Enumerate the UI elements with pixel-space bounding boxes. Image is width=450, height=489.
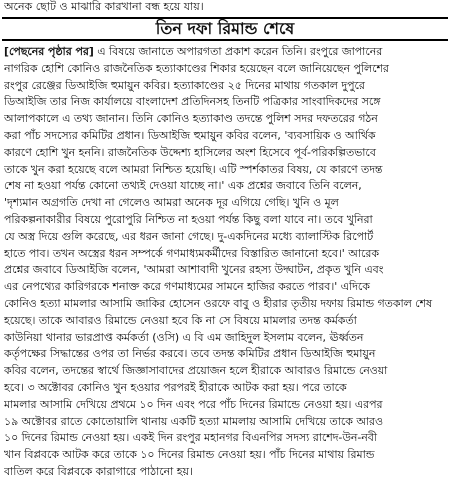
article-line: কোনিও হত্যা মামলার আসামি জাকির হোসেন ওরফে বাবু ও হীরার তৃতীয় দফায় রিমান্ড গতকাল শেষ [4,296,433,310]
article-line: কর্তৃপক্ষের সিদ্ধান্তের ওপর তা নির্ভর করবে। তবে তদন্ত কমিটির প্রধান ডিআইজি হুমায়ুন [4,347,376,361]
article-line: ১৯ অক্টোবর রাতে কোতোয়ালি থানায় একটি হত্যা মামলায় আসামি দেখিয়ে তাকে আরও [4,414,384,428]
article-line: মামলার আসামি দেখিয়ে প্রথমে ১০ দিন এবং পরে পাঁচ দিনের রিমান্ডে নেওয়া হয়। এরপর [4,397,383,411]
article-line: প্রশ্নের জবাবে ডিআইজি বলেন, 'আমরা আশাবাদী খুনের রহস্য উদ্ঘাটন, প্রকৃত খুনি এবং [4,263,384,277]
article-line: ডিআইজি তার নিজ কার্যালয়ে বাংলাদেশ প্রতিদিনসহ তিনটি পত্রিকার সাংবাদিকদের সঙ্গে [4,95,381,109]
previous-article-tail: অনেক ছোট ও মাঝারি কারখানা বন্ধ হয়ে যায়। [4,0,204,13]
article-line: হাতে পাব। তখন অস্ত্রের ধরন সম্পর্কে গণমাধ্যমকর্মীদের বিস্তারিত জানানো হবে।' আরেক [4,246,379,260]
article-line: পরিকল্পনাকারীর বিষয়ে পুরোপুরি নিশ্চিত না হওয়া পর্যন্ত কিছু বলা যাবে না। তবে খুনিরা [4,212,373,226]
article-line: হবে। ৩ অক্টোবর কোনিও খুন হওয়ার পরপরই হীরাকে আটক করা হয়। পরে তাকে [4,380,347,394]
headline-box [2,17,448,41]
article-line: রংপুর রেঞ্জের ডিআইজি হুমায়ুন কবির। হত্যাকাণ্ডের ২৫ দিনের মাথায় গতকাল দুপুরে [4,78,365,92]
article-body [4,44,446,487]
continued-from-tag: [পেছনের পৃষ্ঠার পর] [4,45,94,58]
article-line: কবির বলেন, তদন্তের স্বার্থে জিজ্ঞাসাবাদের প্রয়োজন হলে হীরাকে আবারও রিমান্ডে নেওয়া [4,364,388,378]
article-line [4,44,446,61]
article-line-text: এ বিষয়ে জানাতে অপারগতা প্রকাশ করেন তিনি। রংপুরে জাপানের [93,45,383,58]
article-line: নাগরিক হোশি কোনিও রাজনৈতিক হত্যাকাণ্ডের শিকার হয়েছেন বলে জানিয়েছেন পুলিশের [4,61,389,75]
article-line: হয়েছে। তাকে আবারও রিমান্ডে নেওয়া হবে কি না সে বিষয়ে মামলার তদন্ত কর্মকর্তা [4,313,357,327]
article-line: আলাপকালে এ তথ্য জানান। তিনি কোনিও হত্যাকাণ্ড তদন্তে পুলিশ সদর দফতরের গঠন [4,112,378,126]
article-line: কাউনিয়া থানার ভারপ্রাপ্ত কর্মকর্তা (ওসি) এ বি এম জাহিদুল ইসলাম বলেন, ঊর্ধ্বতন [4,330,364,344]
article-line: 'দৃশ্যমান অগ্রগতি দেখা না গেলেও আমরা অনেক দূর এগিয়ে গেছি। খুনি ও মূল [4,196,339,210]
article-line: এর নেপথ্যের কারিগরকে শনাক্ত করে গণমাধ্যমের সামনে হাজির করতে পারব।' এদিকে [4,280,370,294]
article-line: কারণে হোশি খুন হননি। রাজনৈতিক উদ্দেশ্য হাসিলের অংশ হিসেবে পূর্ব-পরিকল্পিতভাবে [4,145,376,159]
article-line: তাকে খুন করা হয়েছে বলে আমরা নিশ্চিত হয়েছি। এটি স্পর্শকাতর বিষয়, যে কারণে তদন্ত [4,162,383,176]
article-line: খান বিপ্লবকে আটক করে তাকে ১০ দিনের রিমান্ড নেওয়া হয়। পাঁচ দিনের মাথায় রিমান্ড [4,448,375,462]
article-line: করা পাঁচ সদস্যের কমিটির প্রধান। ডিআইজি হুমায়ুন কবির বলেন, 'ব্যবসায়িক ও আর্থিক [4,128,376,142]
article-headline: তিন দফা রিমান্ড শেষে [155,19,295,38]
article-line: ১০ দিনের রিমান্ড নেওয়া হয়। একই দিন রংপুর মহানগর বিএনপির সদস্য রাশেদ-উন-নবী [4,431,377,445]
article-line: যে অস্ত্র দিয়ে গুলি করেছে, এর ধরন জানা গেছে। দু-একদিনের মধ্যে ব্যালাস্টিক রিপোর্ট [4,229,374,243]
article-line: বাতিল করে বিপ্লবকে কারাগারে পাঠানো হয়। [4,464,193,478]
article-line: শেষ না হওয়া পর্যন্ত কোনো তথ্যই দেওয়া যাচ্ছে না।' এক প্রশ্নের জবাবে তিনি বলেন, [4,179,362,193]
